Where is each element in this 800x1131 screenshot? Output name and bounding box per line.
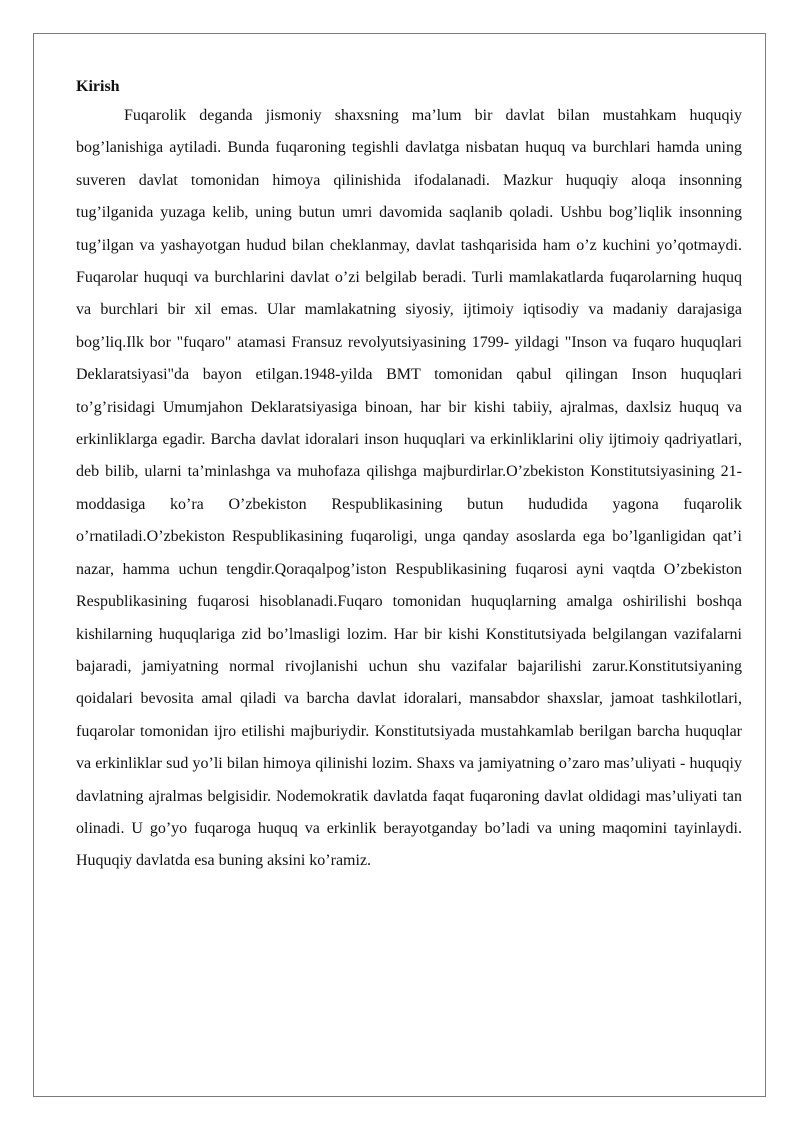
section-heading: Kirish <box>76 78 120 95</box>
body-paragraph: Fuqarolik deganda jismoniy shaxsning ma’lum bir davlat bilan mustahkam huquqiy bog’lanishiga aytiladi. Bunda fuqaroning tegishli davlatga nisbatan huquq va burchlari hamda uning suveren davlat tomonidan himoya qilinishida ifodalanadi. Mazkur huquqiy aloqa insonning tug’ilganida yuzaga kelib, uning butun umri davomida saqlanib qoladi. Ushbu bog’liqlik insonning tug’ilgan va yashayotgan hudud bilan cheklanmay, davlat tashqarisida ham o’z kuchini yo’qotmaydi. Fuqarolar huquqi va burchlarini davlat o’zi belgilab beradi. Turli mamlakatlarda fuqarolarning huquq va burchlari bir xil emas. Ular mamlakatning siyosiy, ijtimoiy iqtisodiy va madaniy darajasiga bog’liq.Ilk bor "fuqaro" atamasi Fransuz revolyutsiyasining 1799- yildagi "Inson va fuqaro huquqlari Deklaratsiyasi"da bayon etilgan.1948-yilda BMT tomonidan qabul qilingan Inson huquqlari to’g’risidagi Umumjahon Deklaratsiyasiga binoan, har bir kishi tabiiy, ajralmas, daxlsiz huquq va erkinliklarga egadir. Barcha davlat idoralari inson huquqlari va erkinliklarini oliy ijtimoiy qadriyatlari, deb bilib, ularni ta’minlashga va muhofaza qilishga majburdirlar.O’zbekiston Konstitutsiyasining 21-moddasiga ko’ra O’zbekiston Respublikasining butun hududida yagona fuqarolik o’rnatiladi.O’zbekiston Respublikasining fuqaroligi, unga qanday asoslarda ega bo’lganligidan qat’i nazar, hamma uchun tengdir.Qoraqalpog’iston Respublikasining fuqarosi ayni vaqtda O’zbekiston Respublikasining fuqarosi hisoblanadi.Fuqaro tomonidan huquqlarning amalga oshirilishi boshqa kishilarning huquqlariga zid bo’lmasligi lozim. Har bir kishi Konstitutsiyada belgilangan vazifalarni bajaradi, jamiyatning normal rivojlanishi uchun shu vazifalar bajarilishi zarur.Konstitutsiyaning qoidalari bevosita amal qiladi va barcha davlat idoralari, mansabdor shaxslar, jamoat tashkilotlari, fuqarolar tomonidan ijro etilishi majburiydir. Konstitutsiyada mustahkamlab berilgan barcha huquqlar va erkinliklar sud yo’li bilan himoya qilinishi lozim. Shaxs va jamiyatning o’zaro mas’uliyati - huquqiy davlatning ajralmas belgisidir. Nodemokratik davlatda faqat fuqaroning davlat oldidagi mas’uliyati tan olinadi. U go’yo fuqaroga huquq va erkinlik berayotganday bo’ladi va uning maqomini tayinlaydi. Huquqiy davlatda esa buning aksini ko’ramiz. <box>76 107 742 870</box>
document-content <box>76 74 742 878</box>
